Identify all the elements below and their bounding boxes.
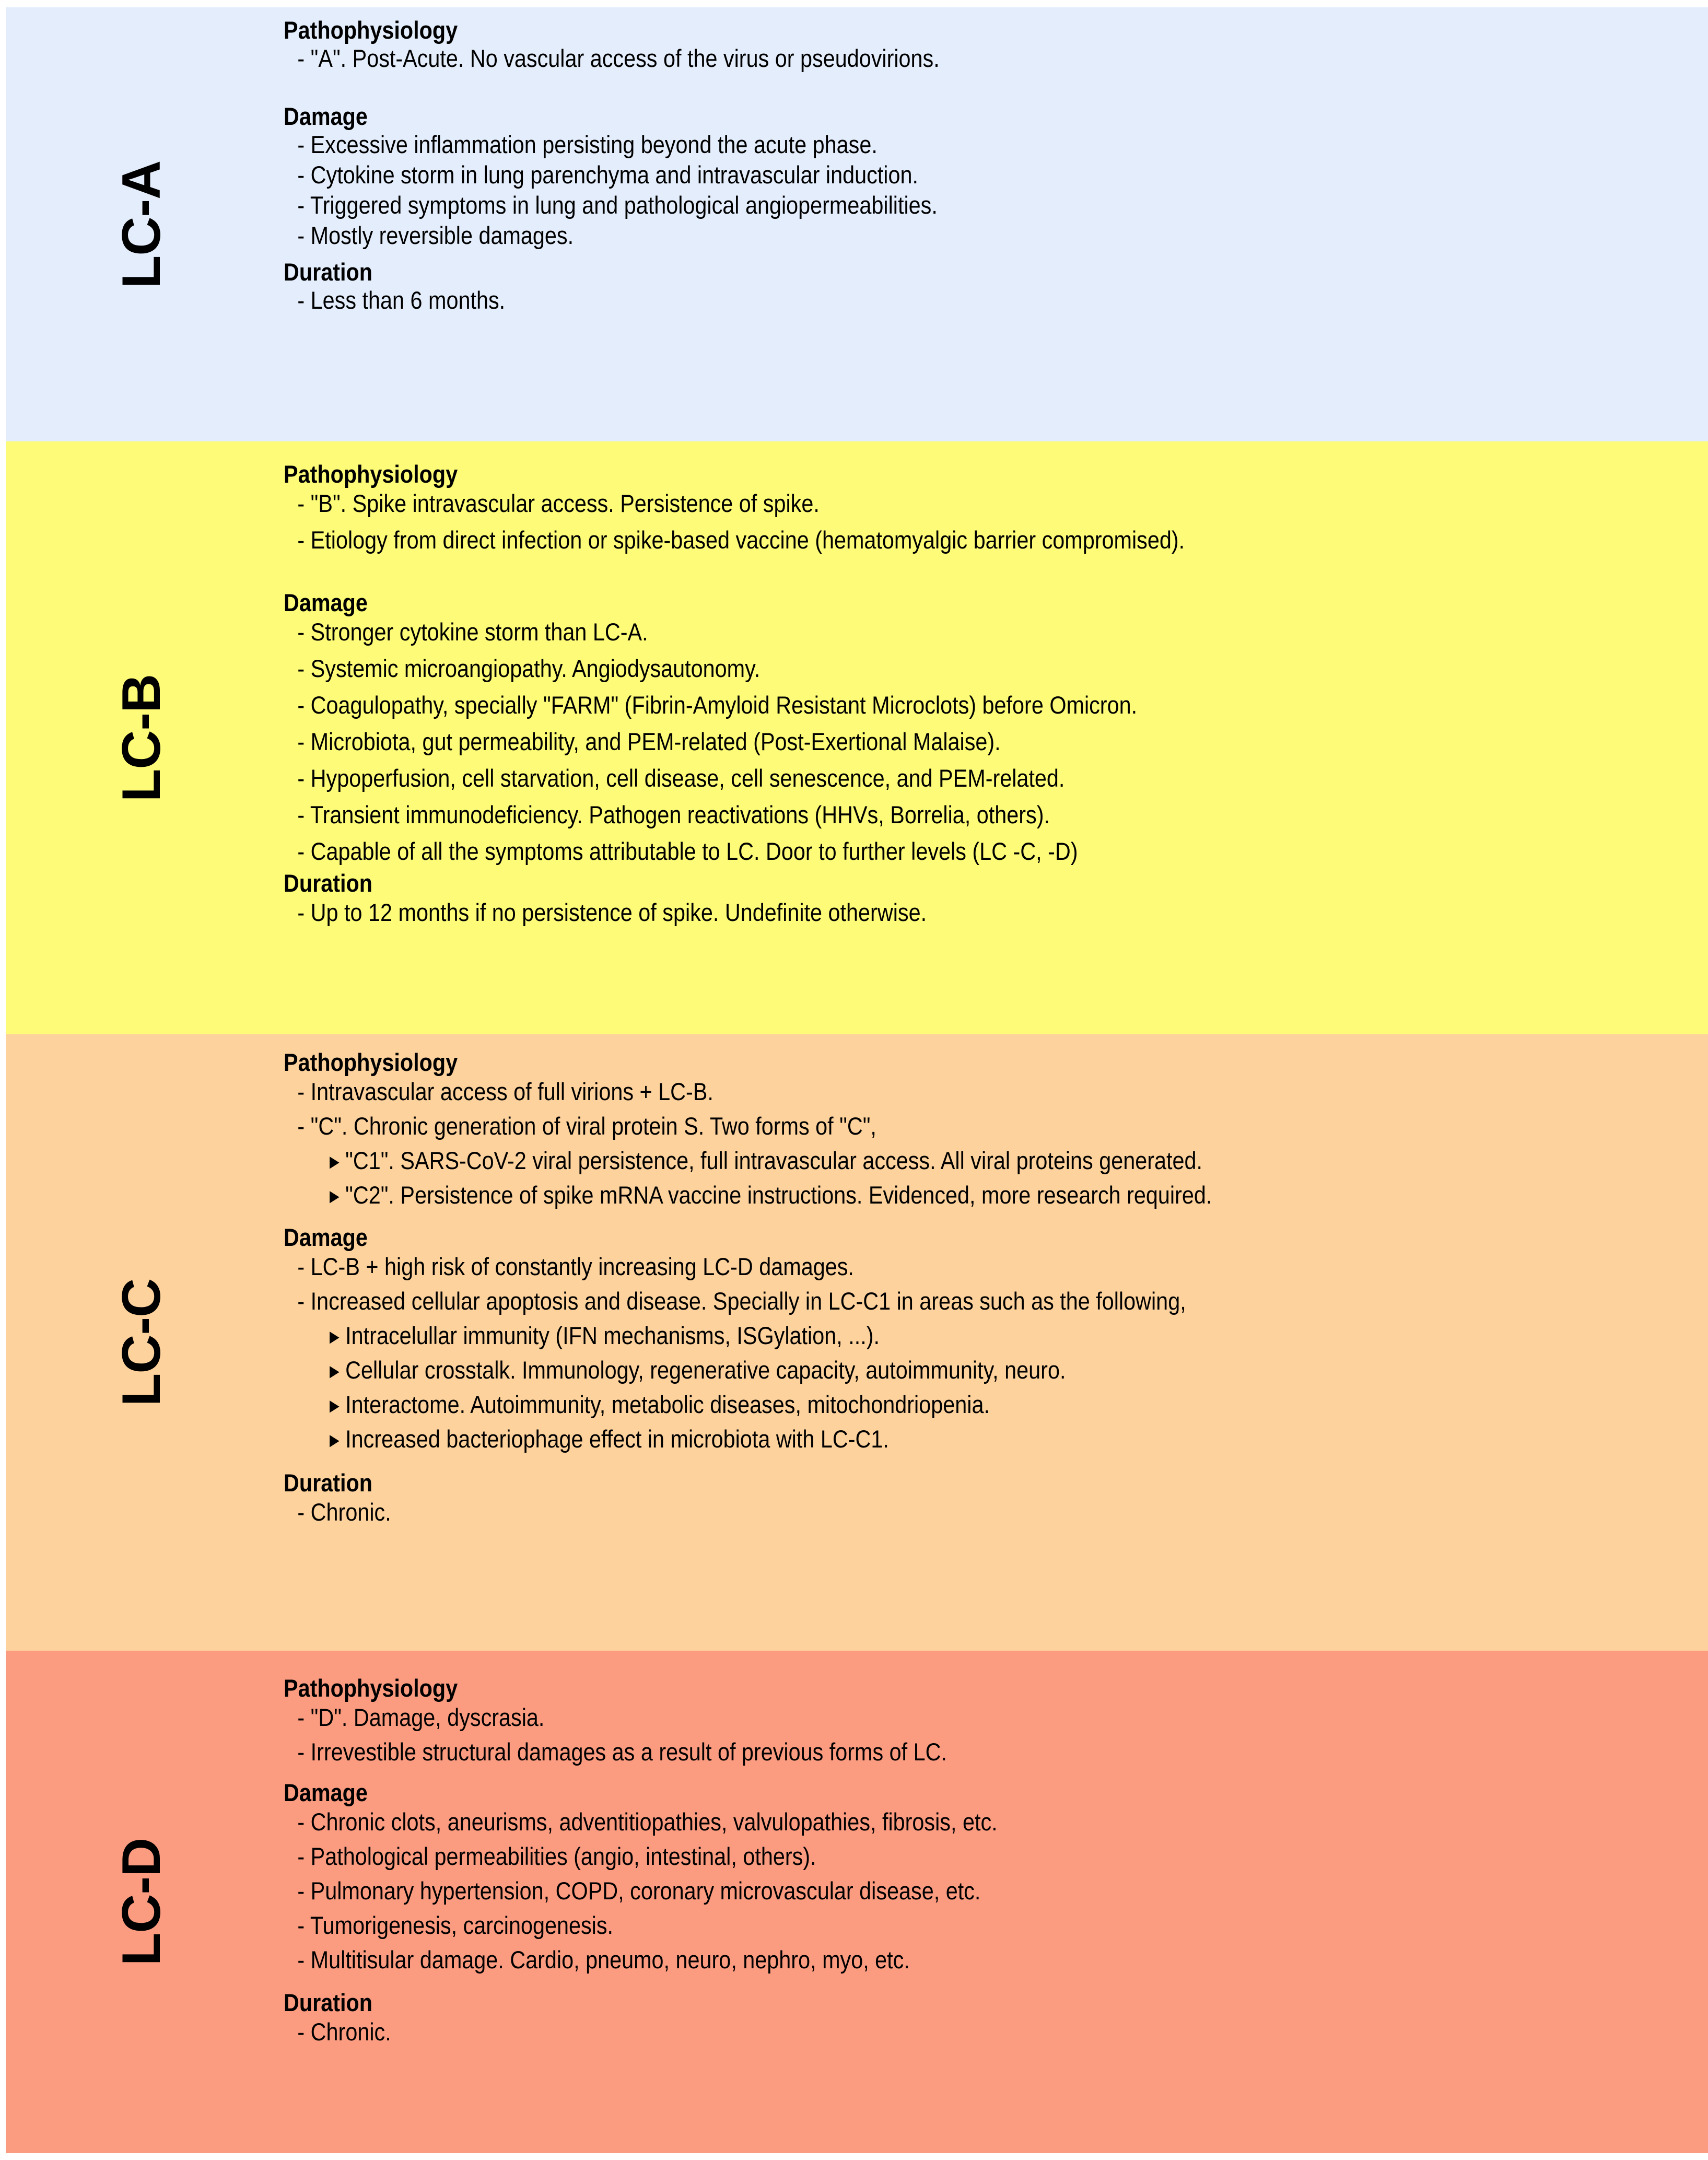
section-lc-b (6, 441, 1708, 1034)
sub-list-item: ▸ "C2". Persistence of spike mRNA vaccine instructions. Evidenced, more research required. (284, 1183, 1212, 1207)
section-body-lc-c (284, 1034, 1708, 1651)
group-title: Pathophysiology (284, 16, 458, 44)
section-label-lc-c (6, 1034, 277, 1651)
section-label-text: LC-C (111, 1278, 172, 1407)
item-list (284, 491, 1307, 552)
list-item: - Systemic microangiopathy. Angiodysautonomy. (284, 656, 1137, 681)
list-item: - Less than 6 months. (284, 288, 505, 312)
group-title: Damage (284, 1223, 368, 1251)
item-list (284, 1809, 1095, 1972)
group-pathophysiology-lc-a (284, 18, 1029, 71)
item-list (284, 288, 535, 312)
list-item: - Tumorigenesis, carcinogenesis. (284, 1913, 998, 1937)
list-item: - Irrevestible structural damages as a result of previous forms of LC. (284, 1739, 947, 1764)
section-label-lc-a (6, 7, 277, 441)
list-item: - Microbiota, gut permeability, and PEM-related (Post-Exertional Malaise). (284, 729, 1137, 754)
list-item: - LC-B + high risk of constantly increasing LC-D damages. (284, 1254, 1186, 1279)
section-lc-c (6, 1034, 1708, 1651)
item-list (284, 2019, 406, 2044)
list-item: - Hypoperfusion, cell starvation, cell disease, cell senescence, and PEM-related. (284, 766, 1137, 790)
section-label-text: LC-B (111, 674, 172, 802)
list-item: - "D". Damage, dyscrasia. (284, 1705, 947, 1730)
list-item: - Chronic clots, aneurisms, adventitiopathies, valvulopathies, fibrosis, etc. (284, 1809, 998, 1834)
list-item: - Pulmonary hypertension, COPD, coronary microvascular disease, etc. (284, 1878, 998, 1903)
group-pathophysiology-lc-b (284, 462, 1307, 552)
section-lc-a (6, 7, 1708, 441)
list-item: - Etiology from direct infection or spike-based vaccine (hematomyalgic barrier compromised). (284, 528, 1185, 552)
list-item: - "C". Chronic generation of viral protein S. Two forms of "C", (284, 1114, 1212, 1138)
group-pathophysiology-lc-d (284, 1676, 1037, 1764)
group-duration-lc-b (284, 871, 1014, 925)
group-title: Damage (284, 1779, 368, 1806)
section-label-text: LC-D (111, 1838, 172, 1966)
section-label-text: LC-A (111, 160, 172, 288)
item-list (284, 46, 1029, 71)
list-item: - Triggered symptoms in lung and pathological angiopermeabilities. (284, 193, 938, 217)
item-list (284, 1705, 1037, 1764)
list-item: - Stronger cytokine storm than LC-A. (284, 620, 1137, 644)
group-damage-lc-b (284, 590, 1254, 863)
section-body-lc-b (284, 441, 1708, 1034)
sub-list-item: ▸ Interactome. Autoimmunity, metabolic diseases, mitochondriopenia. (284, 1392, 1186, 1417)
group-duration-lc-c (284, 1470, 406, 1524)
group-title: Pathophysiology (284, 1674, 458, 1702)
group-title: Pathophysiology (284, 1048, 458, 1076)
list-item: - Cytokine storm in lung parenchyma and intravascular induction. (284, 162, 938, 187)
list-item: - Coagulopathy, specially "FARM" (Fibrin-Amyloid Resistant Microclots) before Omicron. (284, 693, 1137, 717)
figure-sheet (6, 7, 1708, 2153)
list-item: - Chronic. (284, 2019, 391, 2044)
list-item: - Transient immunodeficiency. Pathogen reactivations (HHVs, Borrelia, others). (284, 802, 1137, 827)
list-item: - Capable of all the symptoms attributable to LC. Door to further levels (LC -C, -D) (284, 839, 1137, 863)
sub-list-item: ▸ Intracelullar immunity (IFN mechanisms, ISGylation, ...). (284, 1323, 1186, 1348)
item-list (284, 900, 1014, 925)
item-list (284, 1254, 1309, 1451)
group-title: Pathophysiology (284, 460, 458, 488)
list-item: - Pathological permeabilities (angio, intestinal, others). (284, 1844, 998, 1869)
group-duration-lc-d (284, 1990, 406, 2044)
group-title: Damage (284, 102, 368, 130)
list-item: - Multitisular damage. Cardio, pneumo, neuro, nephro, myo, etc. (284, 1947, 998, 1972)
item-list (284, 132, 1027, 248)
list-item: - Chronic. (284, 1500, 391, 1524)
item-list (284, 620, 1254, 863)
group-damage-lc-d (284, 1780, 1095, 1972)
item-list (284, 1079, 1339, 1207)
section-body-lc-d (284, 1651, 1708, 2153)
list-item: - Intravascular access of full virions + LC-B. (284, 1079, 1212, 1104)
list-item: - Up to 12 months if no persistence of spike. Undefinite otherwise. (284, 900, 927, 925)
section-lc-d (6, 1651, 1708, 2153)
section-label-lc-d (6, 1651, 277, 2153)
group-title: Damage (284, 589, 368, 616)
sub-list-item: ▸ "C1". SARS-CoV-2 viral persistence, full intravascular access. All viral proteins generated. (284, 1148, 1212, 1173)
section-label-lc-b (6, 441, 277, 1034)
list-item: - Mostly reversible damages. (284, 223, 938, 248)
group-damage-lc-a (284, 104, 1027, 248)
group-title: Duration (284, 1469, 373, 1497)
list-item: - Increased cellular apoptosis and disease. Specially in LC-C1 in areas such as the following, (284, 1289, 1186, 1313)
group-damage-lc-c (284, 1225, 1309, 1451)
section-body-lc-a (284, 7, 1708, 441)
group-title: Duration (284, 869, 373, 897)
list-item: - "A". Post-Acute. No vascular access of the virus or pseudovirions. (284, 46, 940, 71)
group-title: Duration (284, 258, 373, 286)
list-item: - "B". Spike intravascular access. Persistence of spike. (284, 491, 1185, 516)
item-list (284, 1500, 406, 1524)
sub-list-item: ▸ Cellular crosstalk. Immunology, regenerative capacity, autoimmunity, neuro. (284, 1358, 1186, 1382)
list-item: - Excessive inflammation persisting beyond the acute phase. (284, 132, 938, 157)
group-pathophysiology-lc-c (284, 1050, 1339, 1207)
group-duration-lc-a (284, 260, 535, 312)
sub-list-item: ▸ Increased bacteriophage effect in microbiota with LC-C1. (284, 1427, 1186, 1451)
group-title: Duration (284, 1989, 373, 2016)
